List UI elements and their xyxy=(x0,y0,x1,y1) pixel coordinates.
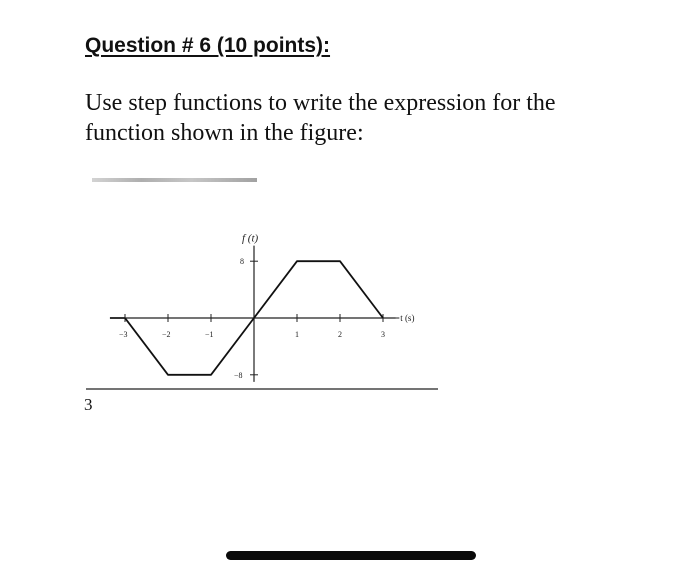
graph-axes xyxy=(110,246,399,382)
x-tick-label: 1 xyxy=(295,330,299,339)
y-tick-label: 8 xyxy=(240,257,244,267)
y-tick-label: −8 xyxy=(234,370,243,380)
x-tick-label: −3 xyxy=(119,330,128,339)
home-indicator-bar[interactable] xyxy=(226,551,476,560)
y-axis-label: f (t) xyxy=(242,232,259,245)
x-tick-label: −2 xyxy=(162,330,171,339)
x-tick-label: −1 xyxy=(205,330,214,339)
x-tick-label: 2 xyxy=(338,330,342,339)
x-axis-label: t (s) xyxy=(400,313,415,323)
x-tick-label: 3 xyxy=(381,330,385,339)
question-heading: Question # 6 (10 points): xyxy=(85,34,331,57)
page-number: 3 xyxy=(84,395,93,414)
question-prompt: Use step functions to write the expression for the function shown in the figure: xyxy=(85,90,556,146)
